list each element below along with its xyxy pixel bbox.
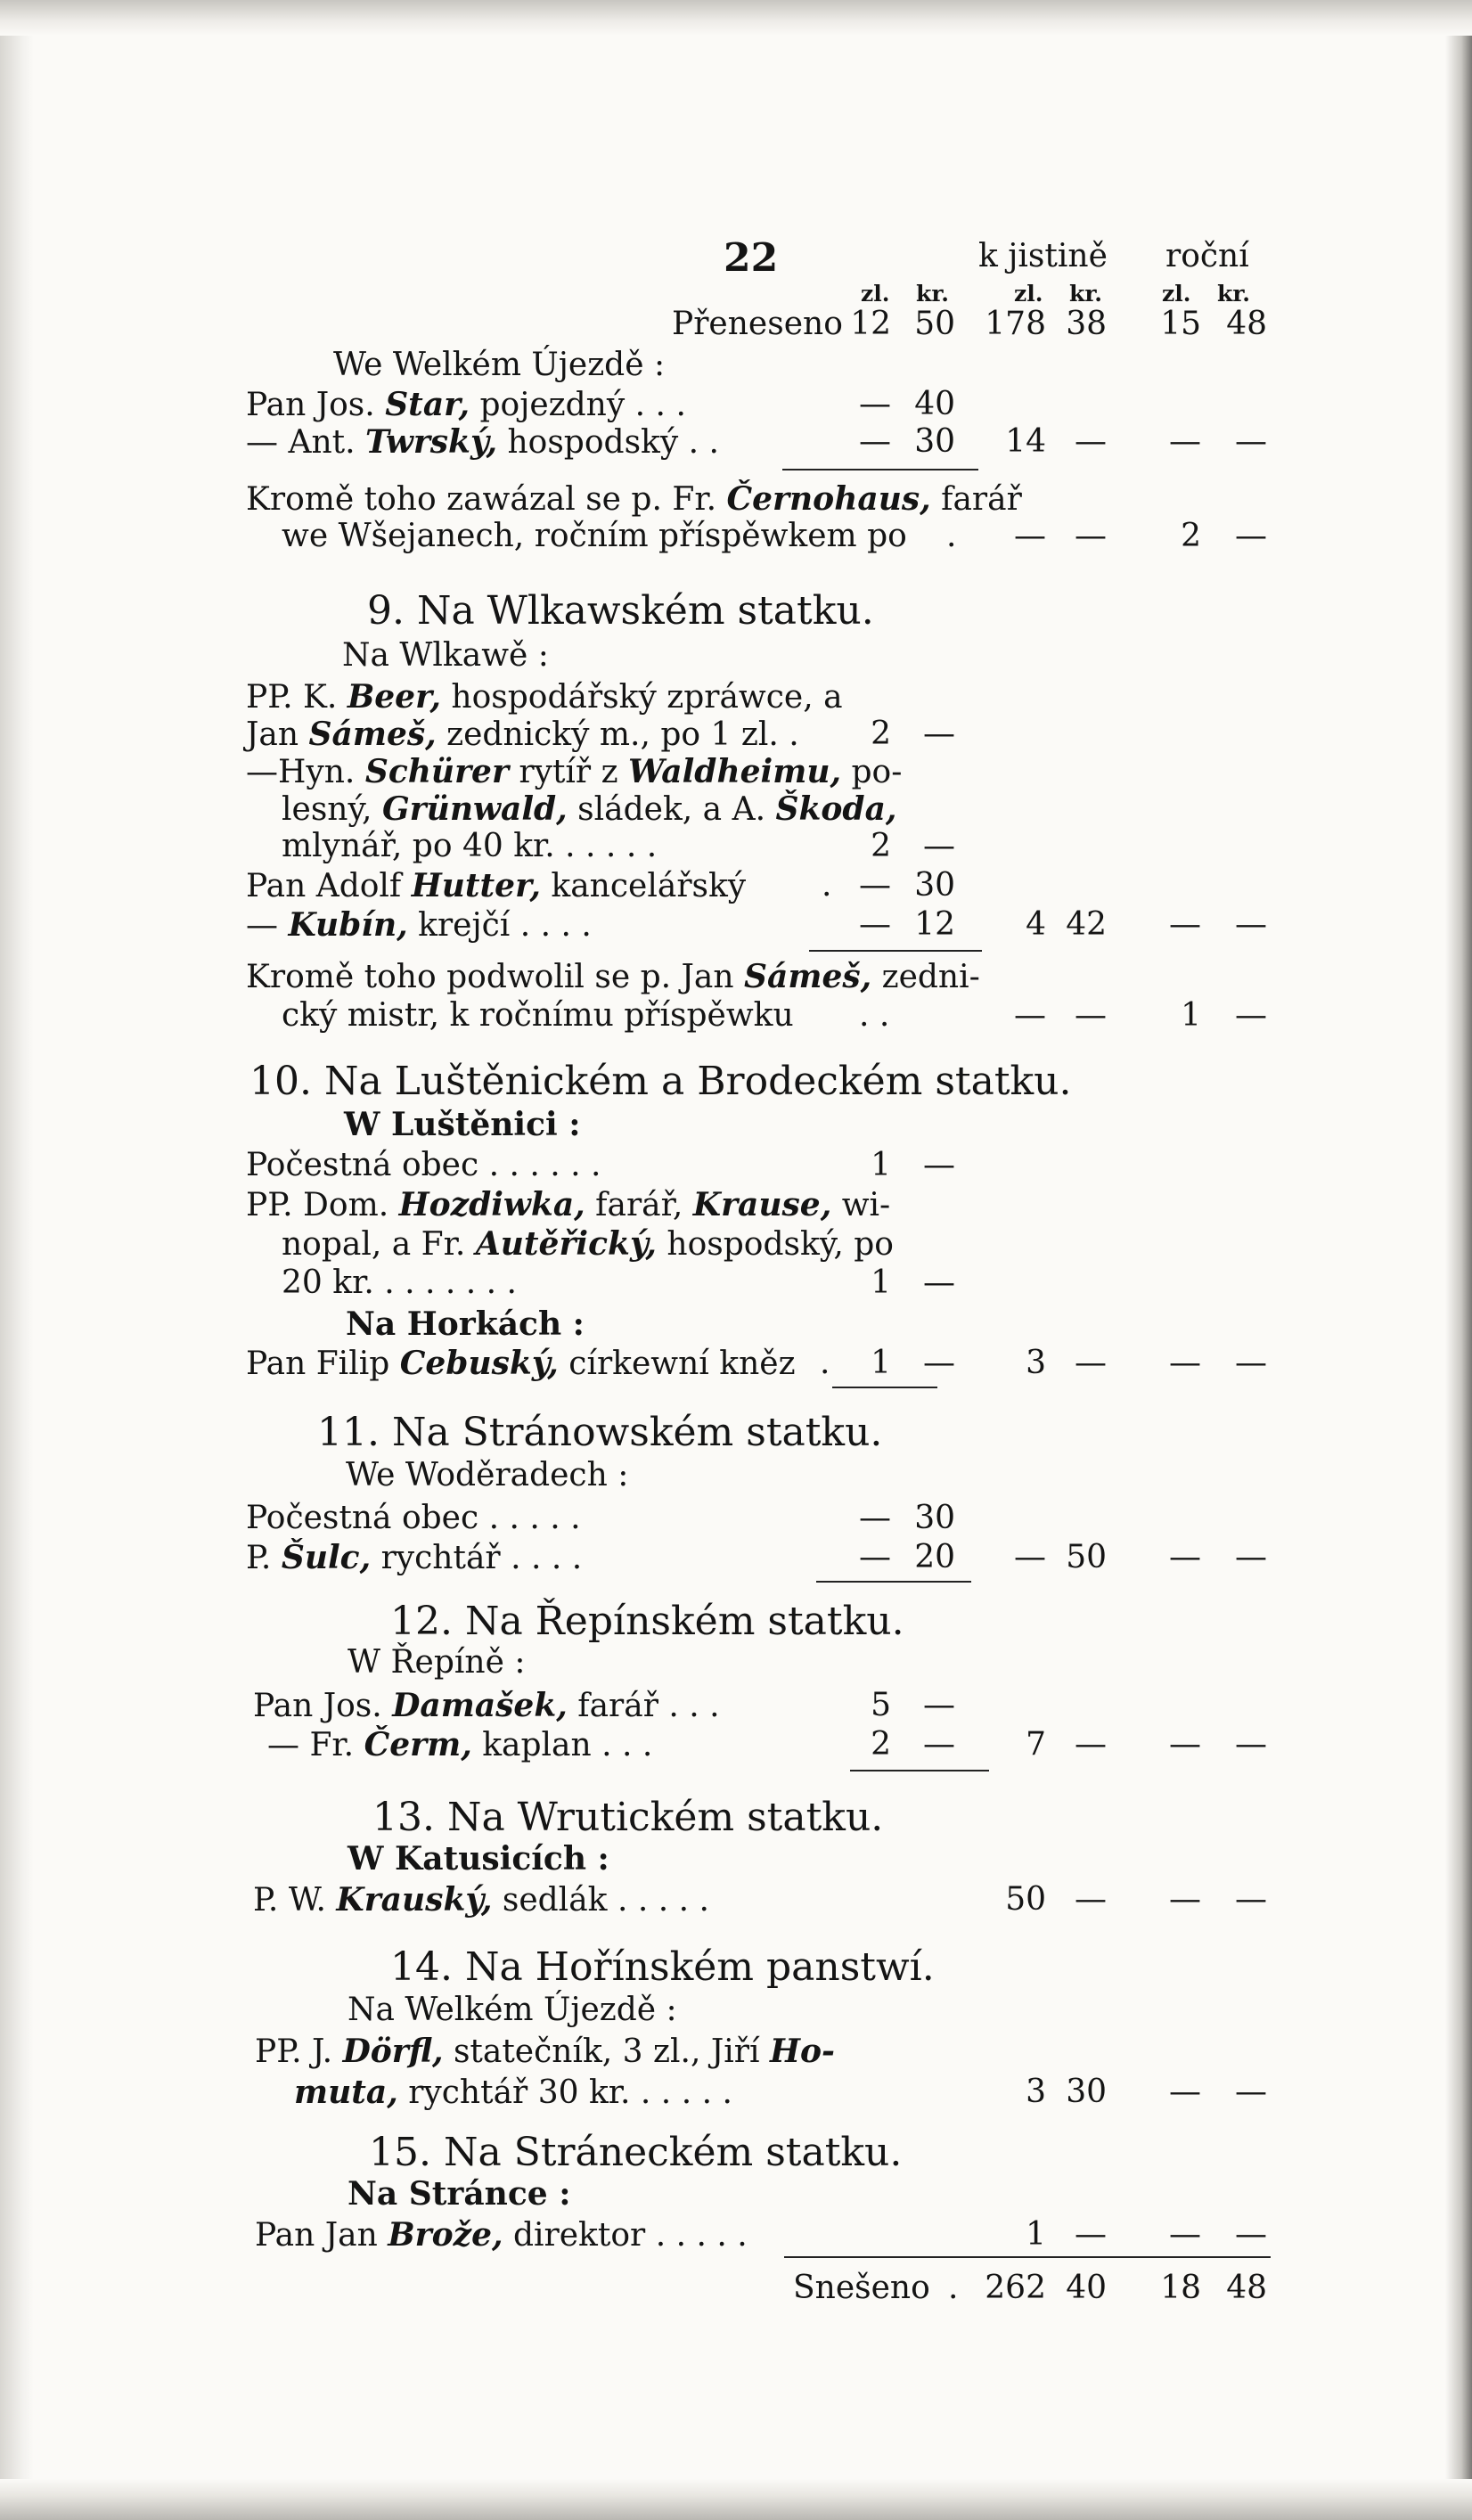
section-heading: 11. Na Stránowském statku. xyxy=(317,1410,883,1455)
carried-jist-zl: 178 xyxy=(985,306,1046,342)
page-edge-bottom xyxy=(0,2479,1472,2520)
entry-name: Autěřický, xyxy=(475,1225,657,1263)
note-text: farář xyxy=(941,481,1022,518)
sum-rule xyxy=(809,950,982,952)
note-dots: . . xyxy=(859,997,890,1034)
entry-zl: — xyxy=(859,386,891,422)
entry-roc-zl: — xyxy=(1169,1345,1201,1381)
entry-roc-kr: — xyxy=(1235,1726,1267,1763)
entry-jist-zl: — xyxy=(1014,1539,1046,1575)
entry-zl: — xyxy=(859,1539,891,1575)
place-heading: Na Welkém Újezdě : xyxy=(348,1992,677,2028)
entry-jist-zl: 1 xyxy=(1026,2216,1046,2253)
entry-line: muta, rychtář 30 kr. . . . . . xyxy=(294,2074,732,2111)
page-edge-top xyxy=(0,0,1472,36)
entry-line: —Hyn. Schürer rytíř z Waldheimu, po- xyxy=(246,753,903,790)
entry-jist-zl: 50 xyxy=(1005,1881,1046,1918)
entry-line: Počestná obec . . . . . . xyxy=(246,1147,601,1183)
entry-roc-zl: — xyxy=(1169,1539,1201,1575)
entry-line: mlynář, po 40 kr. . . . . . xyxy=(282,828,658,864)
entry-jist-zl: 14 xyxy=(1005,423,1046,460)
entry-dot: . xyxy=(822,867,832,904)
entry-kr: 30 xyxy=(914,1500,955,1536)
total-jist-zl: 262 xyxy=(985,2270,1046,2306)
entry-kr: 20 xyxy=(914,1539,955,1575)
entry-zl: 2 xyxy=(871,828,891,864)
header-zl-1: zl. xyxy=(861,281,890,307)
entry-jist-kr: — xyxy=(1075,2216,1107,2253)
note-line: Kromě toho podwolil se p. Jan Sámeš, zedni- xyxy=(246,958,980,995)
place-heading: Na Stránce : xyxy=(348,2175,571,2213)
entry-dots: . . xyxy=(688,424,719,461)
entry-roc-kr: — xyxy=(1235,1539,1267,1575)
entry-name: Grünwald, xyxy=(381,790,568,828)
entry-line: Pan Adolf Hutter, kancelářský xyxy=(246,867,747,904)
entry-name: muta, xyxy=(294,2074,398,2111)
entry-jist-zl: 3 xyxy=(1026,2074,1046,2110)
entry-zl: 5 xyxy=(871,1687,891,1723)
place-heading: W Katusicích : xyxy=(348,1840,609,1878)
carried-roc-kr: 48 xyxy=(1226,306,1267,342)
entry-roc-kr: — xyxy=(1235,1881,1267,1918)
header-kr-2: kr. xyxy=(1069,281,1102,307)
header-kr-1: kr. xyxy=(916,281,949,307)
entry-line: Pan Filip Cebuský, církewní kněz xyxy=(246,1345,796,1382)
entry-name: Sámeš, xyxy=(308,716,437,753)
entry-zl: 2 xyxy=(871,716,891,752)
entry-jist-zl: 4 xyxy=(1026,906,1046,943)
sum-rule xyxy=(782,469,978,470)
entry-roc-zl: — xyxy=(1169,906,1201,943)
total-label: Snešeno xyxy=(793,2270,930,2306)
entry-zl: 1 xyxy=(871,1345,891,1381)
entry-line: — Fr. Čerm, kaplan . . . xyxy=(267,1726,653,1763)
entry-kr: — xyxy=(923,716,955,752)
header-zl-2: zl. xyxy=(1014,281,1043,307)
entry-row xyxy=(246,423,719,461)
entry-roc-kr: — xyxy=(1235,2074,1267,2110)
entry-roc-zl: — xyxy=(1169,1726,1201,1763)
place-heading: We Woděradech : xyxy=(346,1457,629,1493)
entry-jist-kr: — xyxy=(1075,423,1107,460)
entry-prefix: — Ant. xyxy=(246,424,356,461)
entry-line: nopal, a Fr. Autěřický, hospodský, po xyxy=(282,1225,894,1263)
total-roc-zl: 18 xyxy=(1160,2270,1201,2306)
sum-rule xyxy=(850,1770,989,1771)
entry-row xyxy=(246,386,686,423)
note-text: Kromě toho zawázal se p. Fr. xyxy=(246,481,717,518)
entry-kr: 12 xyxy=(914,906,955,943)
note-name: Sámeš, xyxy=(744,958,872,995)
entry-jist-kr: — xyxy=(1075,1881,1107,1918)
entry-kr: — xyxy=(923,1687,955,1723)
place-heading: W Luštěnici : xyxy=(344,1106,581,1143)
note-line xyxy=(246,480,1022,518)
entry-kr: — xyxy=(923,1726,955,1763)
total-roc-kr: 48 xyxy=(1226,2270,1267,2306)
entry-jist-kr: 42 xyxy=(1066,906,1107,943)
total-jist-kr: 40 xyxy=(1066,2270,1107,2306)
entry-name: Damašek, xyxy=(392,1687,568,1724)
entry-line: Jan Sámeš, zednický m., po 1 zl. . xyxy=(246,716,799,753)
entry-name: Šulc, xyxy=(281,1539,372,1576)
entry-zl: — xyxy=(859,867,891,904)
entry-kr: — xyxy=(923,1147,955,1183)
note-dot: . xyxy=(946,518,957,554)
entry-roc-kr: — xyxy=(1235,1345,1267,1381)
entry-name: Hutter, xyxy=(411,867,541,904)
entry-kr: — xyxy=(923,1264,955,1301)
note-jist-zl: — xyxy=(1014,997,1046,1034)
header-kr-3: kr. xyxy=(1217,281,1250,307)
entry-roc-zl: — xyxy=(1169,2074,1201,2110)
entry-line: — Kubín, krejčí . . . . xyxy=(246,906,592,944)
entry-dots: . . . xyxy=(634,387,686,423)
section-heading: 14. Na Hořínském panstwí. xyxy=(390,1944,935,1990)
entry-name: Schürer xyxy=(364,753,509,790)
entry-line: P. W. Krauský, sedlák . . . . . xyxy=(253,1881,709,1919)
page-edge-left xyxy=(0,0,34,2520)
entry-line: Pan Jos. Damašek, farář . . . xyxy=(253,1687,720,1724)
entry-name: Dörfl, xyxy=(342,2033,444,2070)
section-heading: 12. Na Řepínském statku. xyxy=(390,1599,904,1644)
entry-name: Ho- xyxy=(769,2033,835,2070)
note-line: we Wšejanech, ročním příspěwkem po xyxy=(282,518,907,554)
page-number: 22 xyxy=(724,235,779,281)
entry-name: Škoda, xyxy=(775,790,897,828)
entry-desc: pojezdný xyxy=(479,387,626,423)
entry-jist-kr: — xyxy=(1075,1345,1107,1381)
entry-line: PP. J. Dörfl, statečník, 3 zl., Jiří Ho- xyxy=(255,2033,835,2070)
entry-name: Waldheimu, xyxy=(628,753,842,790)
place-heading: Na Horkách : xyxy=(346,1305,585,1343)
entry-line: PP. Dom. Hozdiwka, farář, Krause, wi- xyxy=(246,1186,891,1223)
entry-zl: — xyxy=(859,906,891,943)
entry-kr: 30 xyxy=(914,423,955,460)
note-jist-zl: — xyxy=(1014,518,1046,554)
entry-name: Brože, xyxy=(388,2216,503,2254)
total-dot: . xyxy=(948,2270,959,2306)
entry-roc-zl: — xyxy=(1169,423,1201,460)
entry-kr: — xyxy=(923,1345,955,1381)
entry-zl: 2 xyxy=(871,1726,891,1763)
entry-roc-zl: — xyxy=(1169,2216,1201,2253)
entry-name: Krause, xyxy=(692,1186,832,1223)
note-roc-zl: 2 xyxy=(1181,518,1201,554)
carried-kr: 50 xyxy=(914,306,955,342)
entry-roc-kr: — xyxy=(1235,906,1267,943)
entry-jist-zl: 7 xyxy=(1026,1726,1046,1763)
entry-dot: . xyxy=(820,1345,830,1381)
carried-jist-kr: 38 xyxy=(1066,306,1107,342)
entry-zl: — xyxy=(859,423,891,460)
sum-rule xyxy=(832,1387,937,1388)
entry-zl: — xyxy=(859,1500,891,1536)
place-heading: W Řepíně : xyxy=(348,1644,526,1681)
entry-line: lesný, Grünwald, sládek, a A. Škoda, xyxy=(282,790,897,828)
entry-zl: 1 xyxy=(871,1264,891,1301)
sum-rule xyxy=(784,2256,1271,2258)
entry-roc-kr: — xyxy=(1235,2216,1267,2253)
entry-prefix: Pan Jos. xyxy=(246,387,375,423)
carried-zl: 12 xyxy=(850,306,891,342)
header-rocni: roční xyxy=(1165,238,1249,274)
note-name: Černohaus, xyxy=(726,480,931,518)
entry-name: Star, xyxy=(385,386,470,423)
entry-name: Cebuský, xyxy=(399,1345,559,1382)
section-heading: 10. Na Luštěnickém a Brodeckém statku. xyxy=(249,1059,1072,1104)
entry-line: P. Šulc, rychtář . . . . xyxy=(246,1539,583,1576)
entry-name: Hozdiwka, xyxy=(398,1186,585,1223)
page-edge-right xyxy=(1445,0,1472,2520)
header-zl-3: zl. xyxy=(1162,281,1191,307)
entry-line: PP. K. Beer, hospodářský zpráwce, a xyxy=(246,678,843,716)
note-roc-kr: — xyxy=(1235,518,1267,554)
carried-over-label: Přeneseno xyxy=(672,306,843,342)
entry-kr: — xyxy=(923,828,955,864)
entry-desc: hospodský xyxy=(507,424,679,461)
section-heading: 9. Na Wlkawském statku. xyxy=(367,588,874,634)
entry-kr: 40 xyxy=(914,386,955,422)
entry-name: Twrský, xyxy=(365,423,498,461)
entry-jist-kr: 50 xyxy=(1066,1539,1107,1575)
section-heading: 13. Na Wrutickém statku. xyxy=(372,1795,884,1840)
entry-line: Počestná obec . . . . . xyxy=(246,1500,581,1536)
note-jist-kr: — xyxy=(1075,997,1107,1034)
entry-line: 20 kr. . . . . . . . xyxy=(282,1264,517,1301)
entry-jist-kr: 30 xyxy=(1066,2074,1107,2110)
note-roc-kr: — xyxy=(1235,997,1267,1034)
note-roc-zl: 1 xyxy=(1181,997,1201,1034)
sum-rule xyxy=(816,1581,971,1583)
entry-name: Čerm, xyxy=(364,1726,472,1763)
place-heading: Na Wlkawě : xyxy=(342,637,549,674)
entry-name: Beer, xyxy=(347,678,441,716)
entry-roc-zl: — xyxy=(1169,1881,1201,1918)
section-heading: 15. Na Stráneckém statku. xyxy=(369,2130,903,2175)
entry-line: Pan Jan Brože, direktor . . . . . xyxy=(255,2216,748,2254)
entry-jist-zl: 3 xyxy=(1026,1345,1046,1381)
place-welky-ujezd: We Welkém Újezdě : xyxy=(333,347,666,383)
note-line: cký mistr, k ročnímu příspěwku xyxy=(282,997,794,1034)
note-jist-kr: — xyxy=(1075,518,1107,554)
entry-roc-kr: — xyxy=(1235,423,1267,460)
entry-name: Kubín, xyxy=(288,906,408,944)
entry-name: Krauský, xyxy=(336,1881,493,1919)
entry-jist-kr: — xyxy=(1075,1726,1107,1763)
entry-zl: 1 xyxy=(871,1147,891,1183)
carried-roc-zl: 15 xyxy=(1160,306,1201,342)
header-k-jistine: k jistině xyxy=(978,238,1108,274)
entry-kr: 30 xyxy=(914,867,955,904)
